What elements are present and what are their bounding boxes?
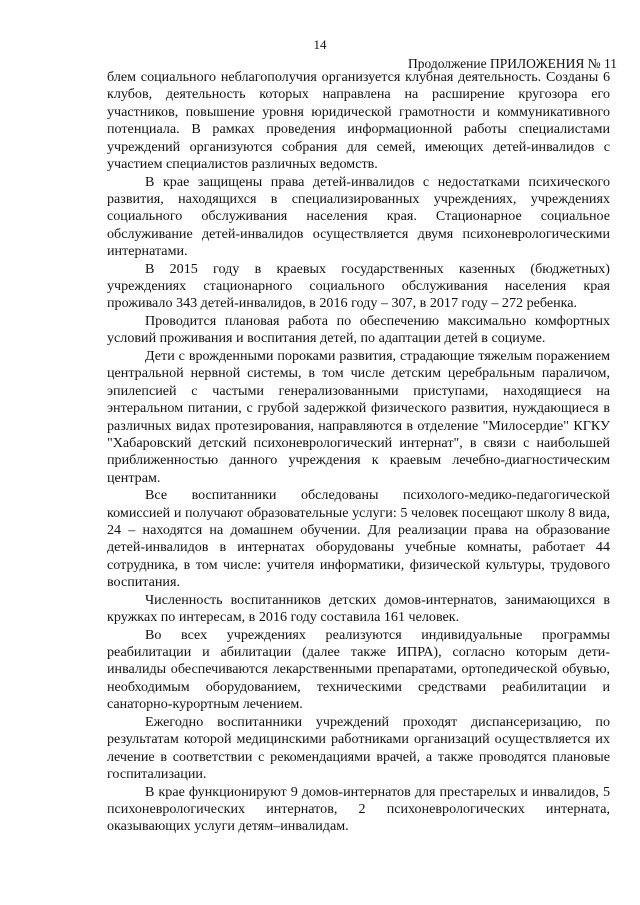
paragraph: Ежегодно воспитанники учреждений проходят диспансеризацию, по результатам которой медицинскими работниками организаций осуществляется их лечение в соответствии с рекомендациями врачей, а также проводятся плановые госпитализации.	[107, 713, 610, 782]
paragraph: Во всех учреждениях реализуются индивидуальные программы реабилитации и абилитации (далее также ИПРА), согласно которым дети-инвалиды обеспечиваются лекарственными препаратами, ортопедической обувью, необходимым оборудованием, техническими средствами реабилитации и санаторно-курортным лечением.	[107, 626, 610, 713]
paragraph: Численность воспитанников детских домов-интернатов, занимающихся в кружках по интересам, в 2016 году составила 161 человек.	[107, 591, 610, 626]
body-text	[107, 69, 610, 836]
paragraph: Проводится плановая работа по обеспечению максимально комфортных условий проживания и воспитания детей, по адаптации детей в социуме.	[107, 312, 610, 347]
appendix-continuation-label: Продолжение ПРИЛОЖЕНИЯ № 11	[408, 56, 618, 71]
paragraph: В крае защищены права детей-инвалидов с недостатками психического развития, находящихся в специализированных учреждениях, учреждениях социального обслуживания населения края. Стационарное социальное обслуживание детей-инвалидов осуществляется двумя психоневрологическими интернатами.	[107, 173, 610, 260]
page-number: 14	[313, 37, 327, 52]
paragraph: В крае функционируют 9 домов-интернатов для престарелых и инвалидов, 5 психоневрологических интернатов, 2 психоневрологических интерната, оказывающих услуги детям–инвалидам.	[107, 783, 610, 835]
paragraph: блем социального неблагополучия организуется клубная деятельность. Созданы 6 клубов, деятельность которых направлена на расширение кругозора его участников, повышение уровня юридической грамотности и коммуникативного потенциала. В рамках проведения информационной работы специалистами учреждений организуются собрания для семей, имеющих детей-инвалидов с участием специалистов различных ведомств.	[107, 69, 610, 173]
paragraph: Все воспитанники обследованы психолого-медико-педагогической комиссией и получают образовательные услуги: 5 человек посещают школу 8 вида, 24 – находятся на домашнем обучении. Для реализации права на образование детей-инвалидов в интернатах оборудованы учебные комнаты, работает 44 сотрудника, в том числе: учителя информатики, физической культуры, трудового воспитания.	[107, 487, 610, 591]
paragraph: Дети с врожденными пороками развития, страдающие тяжелым поражением центральной нервной системы, в том числе детским церебральным параличом, эпилепсией с частыми генерализованными приступами, находящиеся на энтеральном питании, с грубой задержкой физического развития, нуждающиеся в различных видах протезирования, направляются в отделение "Милосердие" КГКУ "Хабаровский детский психоневрологический интернат", в связи с наибольшей приближенностью данного учреждения к краевым лечебно-диагностическим центрам.	[107, 347, 610, 486]
paragraph: В 2015 году в краевых государственных казенных (бюджетных) учреждениях стационарного социального обслуживания населения края проживало 343 детей-инвалидов, в 2016 году – 307, в 2017 году – 272 ребенка.	[107, 260, 610, 312]
